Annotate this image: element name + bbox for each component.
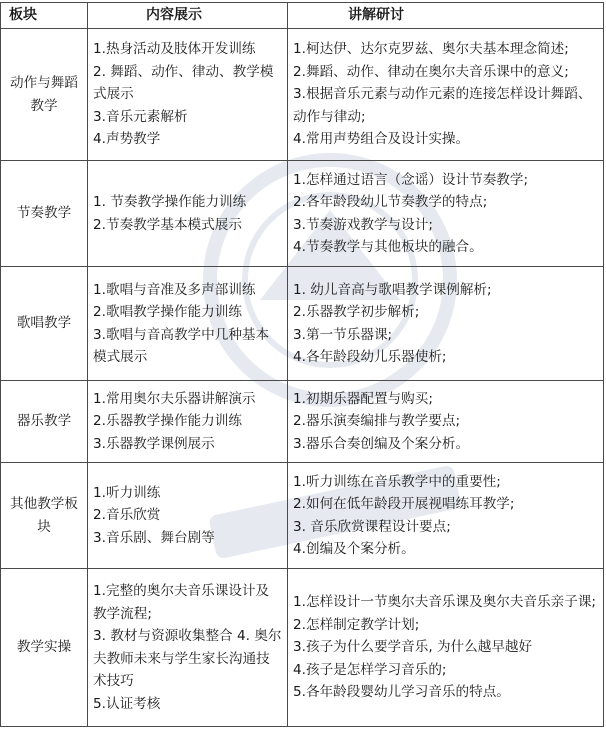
discussion-item: 2.如何在低年龄段开展视唱练耳教学; bbox=[293, 496, 515, 512]
content-cell bbox=[88, 463, 288, 569]
discussion-item: 2.乐器教学初步解析; bbox=[293, 304, 420, 320]
discussion-cell bbox=[288, 161, 604, 267]
table-header-row bbox=[1, 3, 604, 29]
content-item: 4.声势教学 bbox=[93, 131, 161, 148]
discussion-item: 4.节奏教学与其他板块的融合。 bbox=[293, 239, 483, 255]
content-item: 3.乐器教学课例展示 bbox=[93, 435, 215, 452]
content-item: 2.歌唱教学操作能力训练 bbox=[93, 304, 242, 320]
content-item: 1.歌唱与音准及多声部训练 bbox=[93, 281, 256, 298]
discussion-item: 3. 音乐欣赏课程设计要点; bbox=[293, 518, 451, 535]
category-cell: 教学实操 bbox=[1, 569, 88, 727]
content-item: 1.听力训练 bbox=[93, 484, 161, 501]
discussion-item: 4.创编及个案分析。 bbox=[293, 541, 415, 557]
content-item: 1.完整的奥尔夫音乐课设计及教学流程; bbox=[93, 583, 270, 622]
category-cell: 节奏教学 bbox=[1, 161, 88, 267]
discussion-item: 3.孩子为什么要学音乐, 为什么越早越好 bbox=[293, 639, 533, 656]
discussion-cell bbox=[288, 463, 604, 569]
discussion-cell bbox=[288, 381, 604, 463]
discussion-item: 2.各年龄段幼儿节奏教学的特点; bbox=[293, 194, 488, 210]
discussion-item: 1.怎样设计一节奥尔夫音乐课及奥尔夫音乐亲子课; bbox=[293, 594, 597, 611]
discussion-item: 3.第一节乐器课; bbox=[293, 326, 393, 343]
content-cell bbox=[88, 161, 288, 267]
header-content: 内容展示 bbox=[88, 3, 288, 29]
table-row bbox=[1, 463, 604, 569]
category-cell: 器乐教学 bbox=[1, 381, 88, 463]
header-category: 板块 bbox=[1, 3, 88, 29]
content-cell bbox=[88, 381, 288, 463]
content-item: 2.音乐欣赏 bbox=[93, 507, 161, 524]
discussion-item: 1.听力训练在音乐教学中的重要性; bbox=[293, 473, 501, 490]
content-item: 2. 舞蹈、动作、律动、教学模式展示 bbox=[93, 63, 274, 103]
discussion-item: 2.怎样制定教学计划; bbox=[293, 616, 420, 633]
content-item: 5.认证考核 bbox=[93, 695, 161, 712]
discussion-item: 3.器乐合奏创编及个案分析。 bbox=[293, 435, 470, 452]
discussion-item: 4.各年龄段幼儿乐器使析; bbox=[293, 349, 447, 365]
content-item: 3. 教材与资源收集整合 4. 奥尔夫教师未来与学生家长沟通技术技巧 bbox=[93, 628, 282, 689]
discussion-item: 2.舞蹈、动作、律动在奥尔夫音乐课中的意义; bbox=[293, 63, 569, 80]
content-item: 3.音乐剧、舞台剧等 bbox=[93, 529, 215, 546]
discussion-cell bbox=[288, 267, 604, 381]
content-item: 1.热身活动及肢体开发训练 bbox=[93, 41, 256, 58]
discussion-item: 4.孩子是怎样学习音乐的; bbox=[293, 661, 447, 678]
discussion-item: 5.各年龄段婴幼儿学习音乐的特点。 bbox=[293, 684, 510, 701]
table-row bbox=[1, 569, 604, 727]
content-item: 3.歌唱与音高教学中几种基本模式展示 bbox=[93, 326, 270, 365]
category-cell: 动作与舞蹈教学 bbox=[1, 29, 88, 161]
content-item: 1.常用奥尔夫乐器讲解演示 bbox=[93, 390, 256, 407]
content-item: 2.节奏教学基本模式展示 bbox=[93, 216, 242, 233]
table-row bbox=[1, 381, 604, 463]
content-item: 1. 节奏教学操作能力训练 bbox=[93, 194, 247, 210]
table-row bbox=[1, 161, 604, 267]
content-item: 3.音乐元素解析 bbox=[93, 108, 188, 125]
discussion-item: 3.根据音乐元素与动作元素的连接怎样设计舞蹈、动作与律动; bbox=[293, 86, 592, 125]
category-cell: 其他教学板块 bbox=[1, 463, 88, 569]
discussion-item: 2.器乐演奏编排与教学要点; bbox=[293, 413, 461, 430]
discussion-cell bbox=[288, 569, 604, 727]
discussion-item: 4.常用声势组合及设计实操。 bbox=[293, 131, 470, 148]
discussion-item: 1.怎样通过语言（念谣）设计节奏教学; bbox=[293, 171, 529, 188]
content-item: 2.乐器教学操作能力训练 bbox=[93, 413, 242, 430]
discussion-item: 3.节奏游戏教学与设计; bbox=[293, 216, 433, 233]
discussion-item: 1.初期乐器配置与购买; bbox=[293, 390, 433, 407]
content-cell bbox=[88, 569, 288, 727]
table-row bbox=[1, 29, 604, 161]
discussion-cell bbox=[288, 29, 604, 161]
category-cell: 歌唱教学 bbox=[1, 267, 88, 381]
discussion-item: 1.柯达伊、达尔克罗兹、奥尔夫基本理念简述; bbox=[293, 41, 569, 58]
content-cell bbox=[88, 29, 288, 161]
table-row bbox=[1, 267, 604, 381]
discussion-item: 1. 幼儿音高与歌唱教学课例解析; bbox=[293, 281, 492, 298]
curriculum-table bbox=[0, 2, 604, 727]
content-cell bbox=[88, 267, 288, 381]
header-discussion: 讲解研讨 bbox=[288, 3, 604, 29]
